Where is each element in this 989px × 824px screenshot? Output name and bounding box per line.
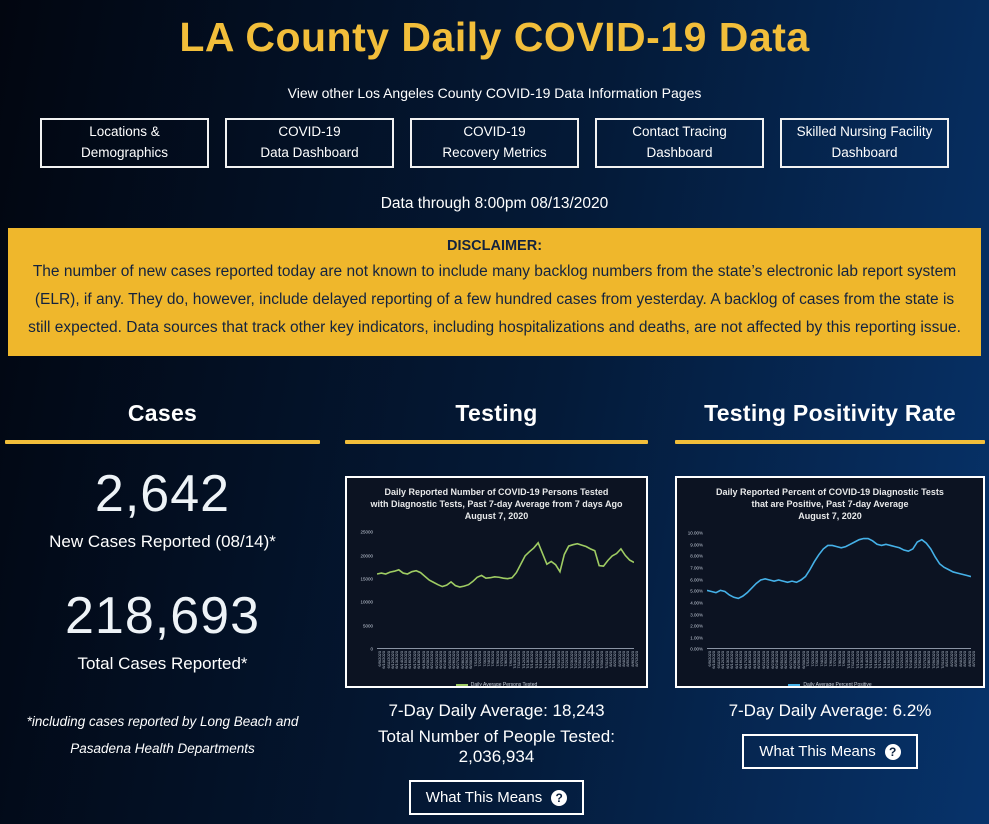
- x-axis-tick: 6/9/2020: [377, 651, 382, 667]
- x-axis-tick: 6/16/2020: [407, 651, 413, 670]
- testing-chart: [345, 476, 648, 688]
- cases-heading: Cases: [127, 400, 198, 426]
- total-cases-value: 218,693: [65, 587, 260, 645]
- positivity-legend-label: Daily Average Percent Positive: [803, 682, 872, 689]
- testing-legend-line-icon: [456, 684, 468, 686]
- nav-button-covid19-data-dashboard[interactable]: [225, 118, 394, 168]
- x-axis-tick: 7/10/2020: [845, 651, 851, 670]
- testing-chart-y-axis: [353, 527, 377, 652]
- x-axis-tick: 7/11/2020: [516, 651, 522, 669]
- nav-button-locations-demographics[interactable]: [40, 118, 209, 168]
- x-axis-tick: 8/6/2020: [629, 651, 635, 667]
- x-axis-tick: 6/27/2020: [455, 651, 461, 670]
- testing-chart-title-line2: with Diagnostic Tests, Past 7-day Average from 7 days Ago: [370, 499, 623, 510]
- x-axis-tick: 6/30/2020: [468, 651, 474, 670]
- x-axis-tick: 6/25/2020: [778, 651, 784, 670]
- positivity-chart: [675, 476, 985, 688]
- x-axis-tick: 7/26/2020: [581, 651, 587, 670]
- positivity-chart-plot: [707, 527, 971, 649]
- testing-heading: Testing: [455, 400, 538, 426]
- what-this-means-label: What This Means: [425, 789, 543, 806]
- x-axis-tick: 7/25/2020: [577, 651, 583, 670]
- x-axis-tick: 6/18/2020: [747, 651, 753, 670]
- x-axis-tick: 6/15/2020: [403, 651, 409, 670]
- x-axis-tick: 7/19/2020: [885, 651, 891, 670]
- x-axis-tick: 6/12/2020: [390, 651, 396, 670]
- x-axis-tick: 8/7/2020: [634, 651, 639, 667]
- new-cases-value: 2,642: [94, 465, 231, 523]
- nav-button-label: COVID-19: [278, 124, 341, 140]
- x-axis-tick: 7/29/2020: [594, 651, 600, 670]
- x-axis-tick: 7/12/2020: [520, 651, 526, 670]
- positivity-chart-x-axis: [707, 648, 976, 670]
- x-axis-tick: 8/2/2020: [948, 651, 954, 667]
- nav-button-label: Data Dashboard: [260, 145, 359, 160]
- cases-heading-underline: [5, 440, 320, 444]
- x-axis-tick: 6/29/2020: [796, 651, 802, 670]
- x-axis-tick: 7/17/2020: [542, 651, 548, 670]
- nav-button-label: Skilled Nursing Facility: [796, 124, 933, 140]
- page-subtitle: View other Los Angeles County COVID-19 Data Information Pages: [287, 85, 702, 101]
- x-axis-tick: 6/14/2020: [398, 651, 404, 670]
- y-axis-tick: 2.00%: [690, 623, 703, 629]
- nav-button-label: Recovery Metrics: [442, 145, 547, 160]
- x-axis-tick: 7/6/2020: [827, 651, 833, 667]
- nav-button-label: COVID-19: [463, 124, 526, 140]
- positivity-line-chart: [707, 527, 971, 648]
- x-axis-tick: 6/22/2020: [765, 651, 771, 670]
- x-axis-tick: 7/17/2020: [877, 651, 883, 670]
- x-axis-tick: 6/19/2020: [420, 651, 426, 670]
- x-axis-tick: 6/12/2020: [720, 651, 726, 670]
- y-axis-tick: 4.00%: [690, 600, 703, 606]
- nav-button-label: Dashboard: [646, 145, 713, 160]
- x-axis-tick: 7/12/2020: [854, 651, 860, 670]
- x-axis-tick: 6/25/2020: [446, 651, 452, 670]
- x-axis-tick: 7/18/2020: [546, 651, 552, 670]
- total-cases-label: Total Cases Reported*: [77, 654, 248, 673]
- x-axis-tick: 6/30/2020: [800, 651, 806, 670]
- x-axis-tick: 7/22/2020: [899, 651, 905, 670]
- positivity-chart-line: [707, 539, 971, 599]
- positivity-average: 7-Day Daily Average: 6.2%: [728, 701, 932, 720]
- x-axis-tick: 7/24/2020: [573, 651, 579, 670]
- x-axis-tick: 6/17/2020: [742, 651, 748, 670]
- positivity-legend-line-icon: [788, 684, 800, 686]
- y-axis-tick: 15000: [360, 576, 373, 582]
- x-axis-tick: 7/23/2020: [903, 651, 909, 670]
- disclaimer-heading: DISCLAIMER:: [446, 238, 543, 254]
- x-axis-tick: 7/30/2020: [935, 651, 941, 670]
- x-axis-tick: 7/3/2020: [481, 651, 487, 667]
- x-axis-tick: 7/14/2020: [529, 651, 535, 670]
- new-cases-label: New Cases Reported (08/14)*: [49, 532, 276, 551]
- x-axis-tick: 7/28/2020: [926, 651, 932, 670]
- x-axis-tick: 7/29/2020: [930, 651, 936, 670]
- y-axis-tick: 25000: [360, 529, 373, 535]
- x-axis-tick: 7/14/2020: [863, 651, 869, 670]
- x-axis-tick: 6/23/2020: [769, 651, 775, 670]
- positivity-heading: Testing Positivity Rate: [704, 400, 956, 426]
- x-axis-tick: 6/29/2020: [464, 651, 470, 670]
- x-axis-tick: 8/4/2020: [620, 651, 626, 667]
- x-axis-tick: 7/19/2020: [551, 651, 557, 670]
- help-icon: ?: [551, 790, 567, 806]
- y-axis-tick: 5.00%: [690, 588, 703, 594]
- x-axis-tick: 8/5/2020: [962, 651, 968, 667]
- testing-chart-legend: [353, 682, 640, 688]
- x-axis-tick: 8/1/2020: [944, 651, 950, 667]
- y-axis-tick: 10000: [360, 599, 373, 605]
- x-axis-tick: 8/7/2020: [971, 651, 976, 667]
- testing-legend-label: Daily Average Persons Tested: [470, 682, 538, 689]
- x-axis-tick: 7/27/2020: [921, 651, 927, 670]
- x-axis-tick: 6/22/2020: [433, 651, 439, 670]
- x-axis-tick: 8/1/2020: [607, 651, 613, 667]
- x-axis-tick: 6/20/2020: [756, 651, 762, 670]
- x-axis-tick: 6/14/2020: [729, 651, 735, 670]
- testing-chart-title-line1: Daily Reported Number of COVID-19 Persons Tested: [384, 487, 609, 497]
- cases-footnote: *including cases reported by Long Beach and Pasadena Health Departments: [26, 714, 299, 756]
- x-axis-tick: 7/8/2020: [503, 651, 509, 667]
- what-this-means-button-testing[interactable]: [409, 780, 584, 815]
- positivity-heading-underline: [675, 440, 985, 444]
- x-axis-tick: 7/11/2020: [850, 651, 856, 669]
- x-axis-tick: 7/31/2020: [939, 651, 945, 670]
- x-axis-tick: 7/5/2020: [823, 651, 829, 667]
- x-axis-tick: 8/6/2020: [966, 651, 972, 667]
- y-axis-tick: 20000: [360, 553, 373, 559]
- x-axis-tick: 7/13/2020: [859, 651, 865, 670]
- x-axis-tick: 8/5/2020: [625, 651, 631, 667]
- x-axis-tick: 6/24/2020: [442, 651, 448, 670]
- x-axis-tick: 7/8/2020: [836, 651, 842, 667]
- x-axis-tick: 7/1/2020: [805, 651, 811, 667]
- x-axis-tick: 6/11/2020: [385, 651, 391, 669]
- nav-button-skilled-nursing-facility-dashboard[interactable]: [780, 118, 949, 168]
- x-axis-tick: 7/4/2020: [485, 651, 491, 667]
- what-this-means-label: What This Means: [759, 743, 876, 760]
- x-axis-tick: 7/9/2020: [841, 651, 847, 667]
- cases-section: [5, 400, 320, 762]
- x-axis-tick: 6/15/2020: [733, 651, 739, 670]
- testing-chart-line: [377, 543, 634, 587]
- positivity-chart-legend: [683, 682, 977, 688]
- positivity-chart-title-line1: Daily Reported Percent of COVID-19 Diagnostic Tests: [716, 487, 944, 497]
- positivity-chart-title: [683, 486, 977, 522]
- x-axis-tick: 7/23/2020: [568, 651, 574, 670]
- x-axis-tick: 7/9/2020: [507, 651, 513, 667]
- x-axis-tick: 7/16/2020: [538, 651, 544, 670]
- positivity-chart-title-line3: August 7, 2020: [798, 511, 862, 522]
- x-axis-tick: 8/4/2020: [957, 651, 963, 667]
- x-axis-tick: 7/18/2020: [881, 651, 887, 670]
- x-axis-tick: 7/21/2020: [559, 651, 565, 670]
- positivity-section: [675, 400, 985, 769]
- x-axis-tick: 7/7/2020: [498, 651, 504, 667]
- x-axis-tick: 6/10/2020: [711, 651, 717, 670]
- x-axis-tick: 7/1/2020: [472, 651, 478, 667]
- y-axis-tick: 3.00%: [690, 612, 703, 618]
- x-axis-tick: 7/15/2020: [533, 651, 539, 670]
- x-axis-tick: 7/20/2020: [555, 651, 561, 670]
- nav-button-label: Locations &: [89, 124, 160, 140]
- testing-chart-plot: [377, 527, 634, 649]
- x-axis-tick: 6/24/2020: [774, 651, 780, 670]
- stats-columns: [0, 400, 989, 824]
- help-icon: ?: [885, 744, 901, 760]
- x-axis-tick: 7/4/2020: [818, 651, 824, 667]
- x-axis-tick: 6/21/2020: [760, 651, 766, 670]
- nav-button-label: Contact Tracing: [632, 124, 727, 140]
- x-axis-tick: 7/26/2020: [917, 651, 923, 670]
- y-axis-tick: 5000: [362, 623, 373, 629]
- x-axis-tick: 6/26/2020: [451, 651, 457, 670]
- nav-button-covid19-recovery-metrics[interactable]: [410, 118, 579, 168]
- x-axis-tick: 6/18/2020: [416, 651, 422, 670]
- x-axis-tick: 7/22/2020: [564, 651, 570, 670]
- x-axis-tick: 7/21/2020: [894, 651, 900, 670]
- testing-chart-title: [353, 486, 640, 522]
- y-axis-tick: 1.00%: [690, 635, 703, 641]
- x-axis-tick: 7/3/2020: [814, 651, 820, 667]
- y-axis-tick: 6.00%: [690, 577, 703, 583]
- x-axis-tick: 6/9/2020: [707, 651, 712, 667]
- y-axis-tick: 0: [370, 646, 373, 652]
- positivity-chart-y-axis: [683, 527, 707, 652]
- testing-average: 7-Day Daily Average: 18,243: [388, 701, 605, 720]
- x-axis-tick: 7/27/2020: [586, 651, 592, 670]
- positivity-chart-title-line2: that are Positive, Past 7-day Average: [751, 499, 909, 510]
- page-title: LA County Daily COVID-19 Data: [179, 14, 810, 60]
- x-axis-tick: 6/28/2020: [459, 651, 465, 670]
- nav-button-contact-tracing-dashboard[interactable]: [595, 118, 764, 168]
- x-axis-tick: 6/21/2020: [429, 651, 435, 670]
- testing-total: Total Number of People Tested: 2,036,934: [378, 727, 615, 766]
- x-axis-tick: 7/2/2020: [809, 651, 815, 667]
- x-axis-tick: 7/15/2020: [868, 651, 874, 670]
- y-axis-tick: 8.00%: [690, 553, 703, 559]
- y-axis-tick: 10.00%: [687, 530, 703, 536]
- x-axis-tick: 6/17/2020: [411, 651, 417, 670]
- x-axis-tick: 6/19/2020: [751, 651, 757, 670]
- y-axis-tick: 0.00%: [690, 646, 703, 652]
- x-axis-tick: 7/31/2020: [603, 651, 609, 670]
- x-axis-tick: 8/2/2020: [612, 651, 618, 667]
- what-this-means-button-positivity[interactable]: [742, 734, 917, 769]
- testing-chart-title-line3: August 7, 2020: [464, 511, 529, 522]
- x-axis-tick: 7/13/2020: [525, 651, 531, 670]
- testing-chart-x-axis: [377, 648, 639, 670]
- x-axis-tick: 7/2/2020: [477, 651, 483, 667]
- disclaimer-body: The number of new cases reported today are not known to include many backlog numbers from the state’s electronic lab report system (ELR), if any. They do, however, include delayed reporting of a few hundred cases from yesterday. A backlog of cases from the state is still expected. Data sources that track other key indicators, including hospitalizations and deaths, are not affected by this reporting issue.: [28, 263, 961, 336]
- x-axis-tick: 7/16/2020: [872, 651, 878, 670]
- x-axis-tick: 6/23/2020: [437, 651, 443, 670]
- y-axis-tick: 7.00%: [690, 565, 703, 571]
- x-axis-tick: 6/11/2020: [715, 651, 721, 669]
- nav-button-label: Dashboard: [831, 145, 898, 160]
- x-axis-tick: 6/13/2020: [724, 651, 730, 670]
- data-through-date: Data through 8:00pm 08/13/2020: [380, 195, 609, 212]
- x-axis-tick: 8/3/2020: [616, 651, 622, 667]
- x-axis-tick: 6/16/2020: [738, 651, 744, 670]
- testing-heading-underline: [345, 440, 648, 444]
- x-axis-tick: 7/6/2020: [494, 651, 500, 667]
- x-axis-tick: 7/30/2020: [599, 651, 605, 670]
- disclaimer-box: [8, 228, 981, 356]
- x-axis-tick: 6/26/2020: [783, 651, 789, 670]
- x-axis-tick: 7/25/2020: [912, 651, 918, 670]
- x-axis-tick: 6/13/2020: [394, 651, 400, 670]
- x-axis-tick: 6/28/2020: [792, 651, 798, 670]
- x-axis-tick: 7/20/2020: [890, 651, 896, 670]
- x-axis-tick: 7/7/2020: [832, 651, 838, 667]
- x-axis-tick: 7/28/2020: [590, 651, 596, 670]
- nav-buttons: [0, 118, 989, 168]
- testing-section: [345, 400, 648, 815]
- x-axis-tick: 7/10/2020: [512, 651, 518, 670]
- x-axis-tick: 8/3/2020: [953, 651, 959, 667]
- nav-button-label: Demographics: [80, 145, 169, 160]
- testing-line-chart: [377, 527, 634, 648]
- x-axis-tick: 6/10/2020: [381, 651, 387, 670]
- x-axis-tick: 7/24/2020: [908, 651, 914, 670]
- x-axis-tick: 6/27/2020: [787, 651, 793, 670]
- x-axis-tick: 7/5/2020: [490, 651, 496, 667]
- y-axis-tick: 9.00%: [690, 542, 703, 548]
- x-axis-tick: 6/20/2020: [424, 651, 430, 670]
